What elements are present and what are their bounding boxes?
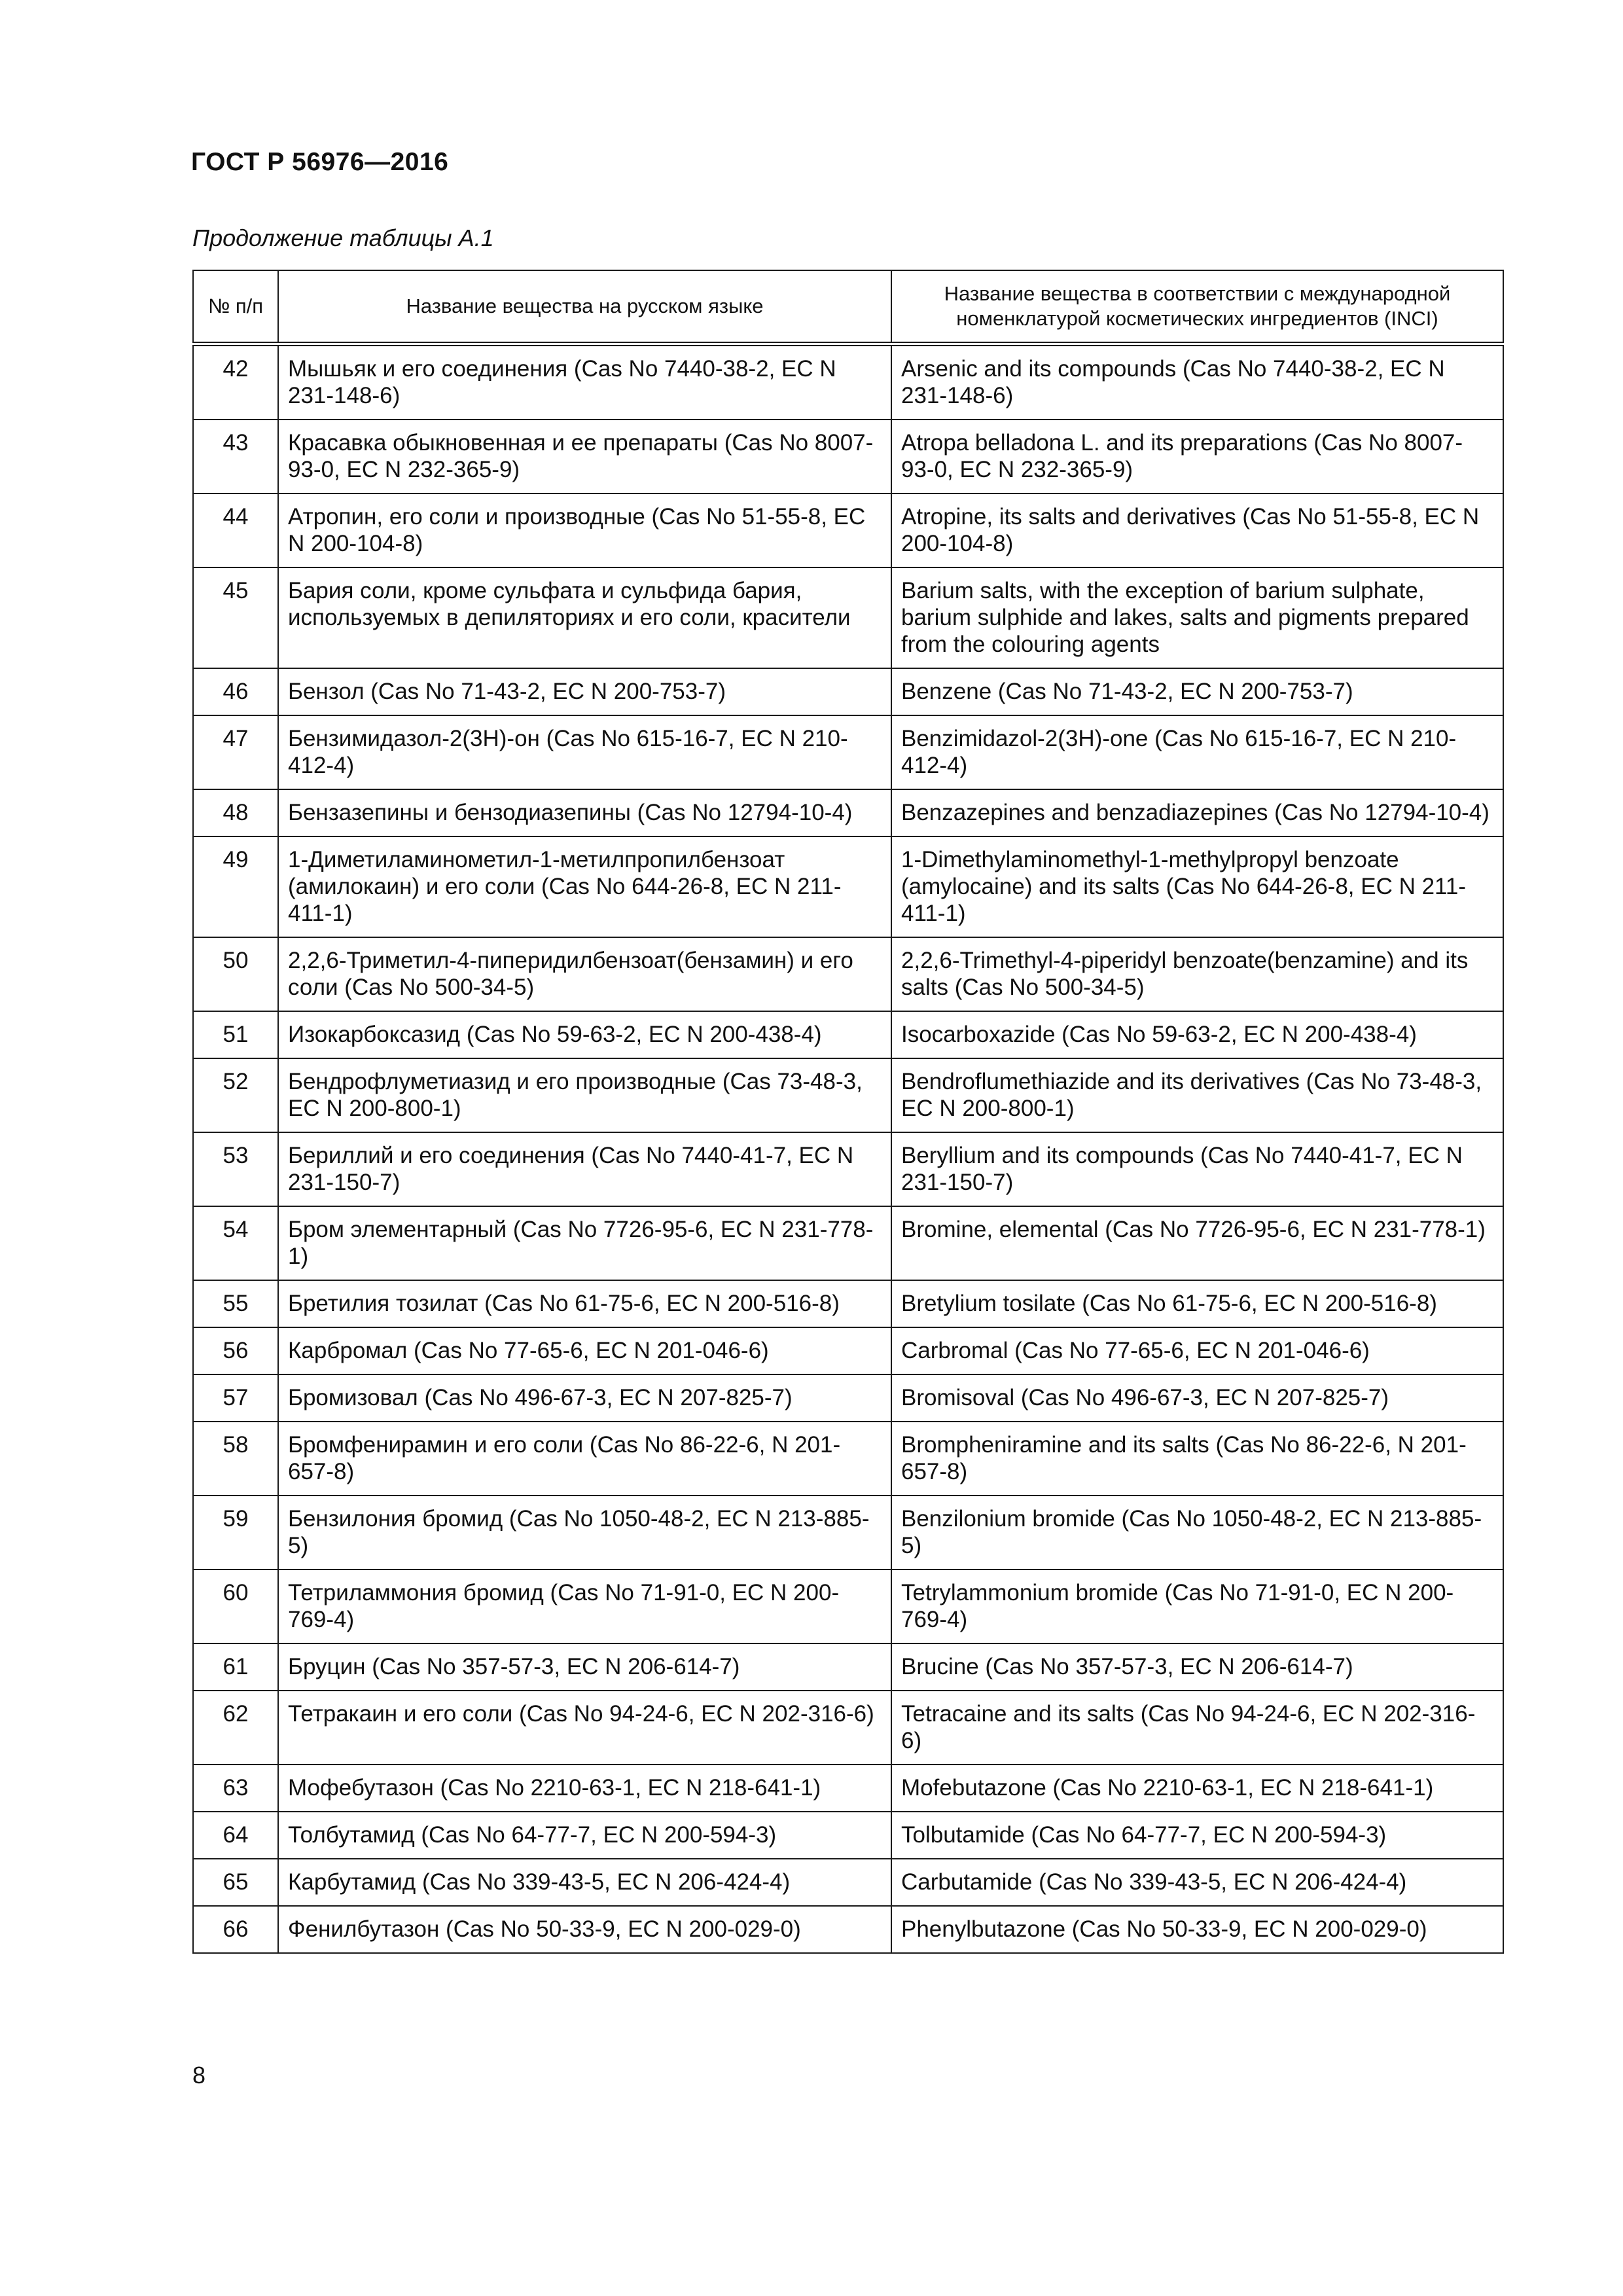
table-row	[193, 668, 1503, 715]
inci-name-cell: Benzazepines and benzadiazepines (Cas No 12794-10-4)	[891, 789, 1503, 836]
table-row	[193, 715, 1503, 789]
table-row	[193, 420, 1503, 493]
table-row	[193, 937, 1503, 1011]
inci-name-cell: Brucine (Cas No 357-57-3, EC N 206-614-7)	[891, 1643, 1503, 1691]
table-row	[193, 567, 1503, 668]
russian-name-cell: Красавка обыкновенная и ее препараты (Cas No 8007-93-0, EC N 232-365-9)	[278, 420, 891, 493]
row-number-cell: 66	[193, 1906, 278, 1953]
inci-name-cell: Tetracaine and its salts (Cas No 94-24-6, EC N 202-316-6)	[891, 1691, 1503, 1765]
row-number-cell: 53	[193, 1132, 278, 1206]
table-row	[193, 1570, 1503, 1643]
inci-name-cell: Carbutamide (Cas No 339-43-5, EC N 206-424-4)	[891, 1859, 1503, 1906]
row-number-cell: 58	[193, 1422, 278, 1496]
inci-name-cell: Brompheniramine and its salts (Cas No 86-22-6, N 201-657-8)	[891, 1422, 1503, 1496]
row-number-cell: 50	[193, 937, 278, 1011]
substances-table	[192, 270, 1504, 1954]
row-number-cell: 56	[193, 1327, 278, 1374]
inci-name-cell: 2,2,6-Trimethyl-4-piperidyl benzoate(benzamine) and its salts (Cas No 500-34-5)	[891, 937, 1503, 1011]
inci-name-cell: Tetrylammonium bromide (Cas No 71-91-0, EC N 200-769-4)	[891, 1570, 1503, 1643]
inci-name-cell: Benzene (Cas No 71-43-2, EC N 200-753-7)	[891, 668, 1503, 715]
russian-name-cell: Карбромал (Cas No 77-65-6, EC N 201-046-6)	[278, 1327, 891, 1374]
table-row	[193, 1132, 1503, 1206]
row-number-cell: 57	[193, 1374, 278, 1422]
row-number-cell: 59	[193, 1496, 278, 1570]
table-row	[193, 1643, 1503, 1691]
row-number-cell: 62	[193, 1691, 278, 1765]
inci-name-cell: Atropine, its salts and derivatives (Cas No 51-55-8, EC N 200-104-8)	[891, 493, 1503, 567]
row-number-cell: 55	[193, 1280, 278, 1327]
russian-name-cell: Мофебутазон (Cas No 2210-63-1, EC N 218-641-1)	[278, 1765, 891, 1812]
russian-name-cell: Бария соли, кроме сульфата и сульфида бария, используемых в депиляториях и его соли, красители	[278, 567, 891, 668]
table-caption: Продолжение таблицы А.1	[192, 224, 494, 251]
header-inci-name: Название вещества в соответствии с международной номенклатурой косметических ингредиентов (INCI)	[891, 270, 1503, 344]
russian-name-cell: Бромфенирамин и его соли (Cas No 86-22-6, N 201-657-8)	[278, 1422, 891, 1496]
russian-name-cell: Бретилия тозилат (Cas No 61-75-6, EC N 200-516-8)	[278, 1280, 891, 1327]
russian-name-cell: Бензол (Cas No 71-43-2, EC N 200-753-7)	[278, 668, 891, 715]
row-number-cell: 61	[193, 1643, 278, 1691]
table-row	[193, 1859, 1503, 1906]
table-row	[193, 1691, 1503, 1765]
row-number-cell: 49	[193, 836, 278, 937]
table-row	[193, 1011, 1503, 1058]
russian-name-cell: Бруцин (Cas No 357-57-3, EC N 206-614-7)	[278, 1643, 891, 1691]
inci-name-cell: Bretylium tosilate (Cas No 61-75-6, EC N 200-516-8)	[891, 1280, 1503, 1327]
table-row	[193, 1496, 1503, 1570]
russian-name-cell: Бензимидазол-2(3Н)-он (Cas No 615-16-7, EC N 210-412-4)	[278, 715, 891, 789]
header-row	[193, 270, 1503, 344]
inci-name-cell: Mofebutazone (Cas No 2210-63-1, EC N 218-641-1)	[891, 1765, 1503, 1812]
page-number: 8	[192, 2062, 206, 2089]
row-number-cell: 54	[193, 1206, 278, 1280]
header-number: № п/п	[193, 270, 278, 344]
inci-name-cell: Bromisoval (Cas No 496-67-3, EC N 207-825-7)	[891, 1374, 1503, 1422]
header-russian-name: Название вещества на русском языке	[278, 270, 891, 344]
row-number-cell: 60	[193, 1570, 278, 1643]
inci-name-cell: Arsenic and its compounds (Cas No 7440-38-2, EC N 231-148-6)	[891, 344, 1503, 420]
inci-name-cell: Barium salts, with the exception of barium sulphate, barium sulphide and lakes, salts and pigments prepared from the colouring agents	[891, 567, 1503, 668]
russian-name-cell: Фенилбутазон (Cas No 50-33-9, EC N 200-029-0)	[278, 1906, 891, 1953]
inci-name-cell: Benzilonium bromide (Cas No 1050-48-2, EC N 213-885-5)	[891, 1496, 1503, 1570]
russian-name-cell: Бензилония бромид (Cas No 1050-48-2, EC N 213-885-5)	[278, 1496, 891, 1570]
russian-name-cell: Изокарбоксазид (Cas No 59-63-2, EC N 200-438-4)	[278, 1011, 891, 1058]
russian-name-cell: 1-Диметиламинометил-1-метилпропилбензоат (амилокаин) и его соли (Cas No 644-26-8, EC N 211-411-1)	[278, 836, 891, 937]
table-row	[193, 1327, 1503, 1374]
russian-name-cell: Мышьяк и его соединения (Cas No 7440-38-2, EC N 231-148-6)	[278, 344, 891, 420]
row-number-cell: 42	[193, 344, 278, 420]
table-row	[193, 1422, 1503, 1496]
table-row	[193, 1812, 1503, 1859]
russian-name-cell: Тетриламмония бромид (Cas No 71-91-0, EC N 200-769-4)	[278, 1570, 891, 1643]
table-row	[193, 1765, 1503, 1812]
inci-name-cell: Benzimidazol-2(3H)-one (Cas No 615-16-7, EC N 210-412-4)	[891, 715, 1503, 789]
russian-name-cell: Тетракаин и его соли (Cas No 94-24-6, EC N 202-316-6)	[278, 1691, 891, 1765]
row-number-cell: 46	[193, 668, 278, 715]
russian-name-cell: Карбутамид (Cas No 339-43-5, EC N 206-424-4)	[278, 1859, 891, 1906]
russian-name-cell: Бром элементарный (Cas No 7726-95-6, EC N 231-778-1)	[278, 1206, 891, 1280]
inci-name-cell: Carbromal (Cas No 77-65-6, EC N 201-046-6)	[891, 1327, 1503, 1374]
inci-name-cell: Phenylbutazone (Cas No 50-33-9, EC N 200-029-0)	[891, 1906, 1503, 1953]
table-row	[193, 1280, 1503, 1327]
table-row	[193, 493, 1503, 567]
row-number-cell: 64	[193, 1812, 278, 1859]
row-number-cell: 51	[193, 1011, 278, 1058]
russian-name-cell: Бромизовал (Cas No 496-67-3, EC N 207-825-7)	[278, 1374, 891, 1422]
row-number-cell: 63	[193, 1765, 278, 1812]
table-row	[193, 789, 1503, 836]
row-number-cell: 48	[193, 789, 278, 836]
russian-name-cell: Толбутамид (Cas No 64-77-7, EC N 200-594-3)	[278, 1812, 891, 1859]
russian-name-cell: 2,2,6-Триметил-4-пиперидилбензоат(бензамин) и его соли (Cas No 500-34-5)	[278, 937, 891, 1011]
table-row	[193, 1206, 1503, 1280]
row-number-cell: 44	[193, 493, 278, 567]
russian-name-cell: Бензазепины и бензодиазепины (Cas No 12794-10-4)	[278, 789, 891, 836]
table-row	[193, 1058, 1503, 1132]
inci-name-cell: Tolbutamide (Cas No 64-77-7, EC N 200-594-3)	[891, 1812, 1503, 1859]
russian-name-cell: Бендрофлуметиазид и его производные (Cas 73-48-3, EC N 200-800-1)	[278, 1058, 891, 1132]
row-number-cell: 43	[193, 420, 278, 493]
inci-name-cell: Beryllium and its compounds (Cas No 7440-41-7, EC N 231-150-7)	[891, 1132, 1503, 1206]
document-title: ГОСТ Р 56976—2016	[191, 148, 449, 176]
inci-name-cell: 1-Dimethylaminomethyl-1-methylpropyl benzoate (amylocaine) and its salts (Cas No 644-26-8, EC N 211-411-1)	[891, 836, 1503, 937]
row-number-cell: 45	[193, 567, 278, 668]
row-number-cell: 47	[193, 715, 278, 789]
russian-name-cell: Атропин, его соли и производные (Cas No 51-55-8, EC N 200-104-8)	[278, 493, 891, 567]
row-number-cell: 52	[193, 1058, 278, 1132]
inci-name-cell: Atropa belladona L. and its preparations (Cas No 8007-93-0, EC N 232-365-9)	[891, 420, 1503, 493]
inci-name-cell: Isocarboxazide (Cas No 59-63-2, EC N 200-438-4)	[891, 1011, 1503, 1058]
table-row	[193, 1374, 1503, 1422]
table-row	[193, 1906, 1503, 1953]
row-number-cell: 65	[193, 1859, 278, 1906]
table-body	[193, 344, 1503, 1954]
inci-name-cell: Bendroflumethiazide and its derivatives (Cas No 73-48-3, EC N 200-800-1)	[891, 1058, 1503, 1132]
inci-name-cell: Bromine, elemental (Cas No 7726-95-6, EC N 231-778-1)	[891, 1206, 1503, 1280]
table-row	[193, 344, 1503, 420]
russian-name-cell: Бериллий и его соединения (Cas No 7440-41-7, EC N 231-150-7)	[278, 1132, 891, 1206]
table-header	[193, 270, 1503, 344]
table-row	[193, 836, 1503, 937]
